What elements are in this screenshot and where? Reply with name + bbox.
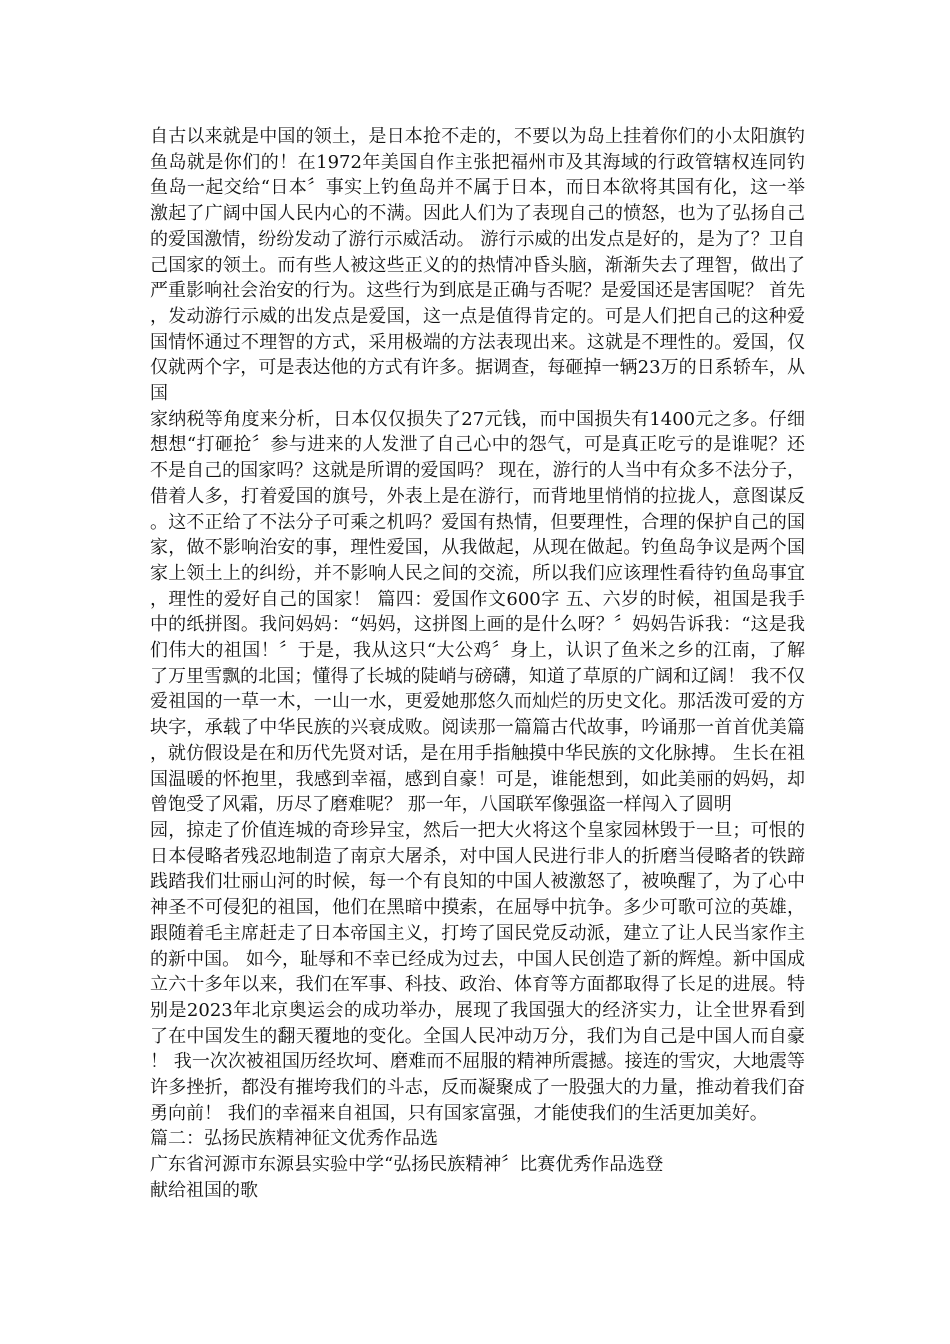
section-subheading: 广东省河源市东源县实验中学“弘扬民族精神〞比赛优秀作品选登	[150, 1154, 664, 1176]
body-paragraph-3: 园，掠走了价值连城的奇珍异宝，然后一把大火将这个皇家园林毁于一旦；可恨的日本侵略者残忍地制造了南京大屠杀，对中国人民进行非人的折磨当侵略者的铁蹄践踏我们壮丽山河的时候，每一个有良知的中国人被激怒了，被唤醒了，为了心中神圣不可侵犯的祖国，他们在黑暗中摸索，在屈辱中抗争。多少可歌可泣的英雄，跟随着毛主席赶走了日本帝国主义，打垮了国民党反动派，建立了让人民当家作主的新中国。 如今，耻辱和不幸已经成为过去，中国人民创造了新的辉煌。新中国成立六十多年以来，我们在军事、科技、政治、体育等方面都取得了长足的进展。特别是2023年北京奥运会的成功举办，展现了我国强大的经济实力，让全世界看到了在中国发生的翻天覆地的变化。全国人民冲动万分，我们为自己是中国人而自豪！ 我一次次被祖国历经坎坷、磨难而不屈服的精神所震撼。接连的雪灾，大地震等许多挫折，都没有摧垮我们的斗志，反而凝聚成了一股强大的力量，推动着我们奋勇向前！ 我们的幸福来自祖国，只有国家富强，才能使我们的生活更加美好。	[150, 819, 805, 1124]
poem-title: 献给祖国的歌	[150, 1179, 258, 1201]
section-heading: 篇二：弘扬民族精神征文优秀作品选	[150, 1128, 438, 1150]
document-page	[150, 124, 805, 1204]
body-paragraph-1: 自古以来就是中国的领土，是日本抢不走的，不要以为岛上挂着你们的小太阳旗钓鱼岛就是你们的！在1972年美国自作主张把福州市及其海域的行政管辖权连同钓鱼岛一起交给“日本〞事实上钓鱼岛并不属于日本，而日本欲将其国有化，这一举激起了广阔中国人民内心的不满。因此人们为了表现自己的愤怒，也为了弘扬自己的爱国激情，纷纷发动了游行示威活动。 游行示威的出发点是好的，是为了？卫自己国家的领土。而有些人被这些正义的的热情冲昏头脑，渐渐失去了理智，做出了严重影响社会治安的行为。这些行为到底是正确与否呢？是爱国还是害国呢？ 首先，发动游行示威的出发点是爱国，这一点是值得肯定的。可是人们把自己的这种爱国情怀通过不理智的方式，采用极端的方法表现出来。这就是不理性的。爱国，仅仅就两个字，可是表达他的方式有许多。据调查，每砸掉一辆23万的日系轿车，从国	[150, 126, 805, 405]
body-paragraph-2: 家纳税等角度来分析，日本仅仅损失了27元钱，而中国损失有1400元之多。仔细想想“打砸抢〞参与进来的人发泄了自己心中的怨气，可是真正吃亏的是谁呢？还不是自己的国家吗？这就是所谓的爱国吗？ 现在，游行的人当中有众多不法分子，借着人多，打着爱国的旗号，外表上是在游行，而背地里悄悄的拉拢人，意图谋反。这不正给了不法分子可乘之机吗？爱国有热情，但要理性，合理的保护自己的国家，做不影响治安的事，理性爱国，从我做起，从现在做起。钓鱼岛争议是两个国家上领土上的纠纷，并不影响人民之间的交流，所以我们应该理性看待钓鱼岛事宜，理性的爱好自己的国家！ 篇四：爱国作文600字 五、六岁的时候，祖国是我手中的纸拼图。我问妈妈：“妈妈，这拼图上画的是什么呀？〞妈妈告诉我：“这是我们伟大的祖国！〞于是，我从这只“大公鸡〞身上，认识了鱼米之乡的江南，了解了万里雪飘的北国；懂得了长城的陡峭与磅礴，知道了草原的广阔和辽阔！ 我不仅爱祖国的一草一木，一山一水，更爱她那悠久而灿烂的历史文化。那活泼可爱的方块字，承载了中华民族的兴衰成败。阅读那一篇篇古代故事，吟诵那一首首优美篇，就仿假设是在和历代先贤对话，是在用手指触摸中华民族的文化脉搏。 生长在祖国温暖的怀抱里，我感到幸福，感到自豪！可是，谁能想到，如此美丽的妈妈，却曾饱受了风霜，历尽了磨难呢？ 那一年，八国联军像强盗一样闯入了圆明	[150, 408, 805, 816]
